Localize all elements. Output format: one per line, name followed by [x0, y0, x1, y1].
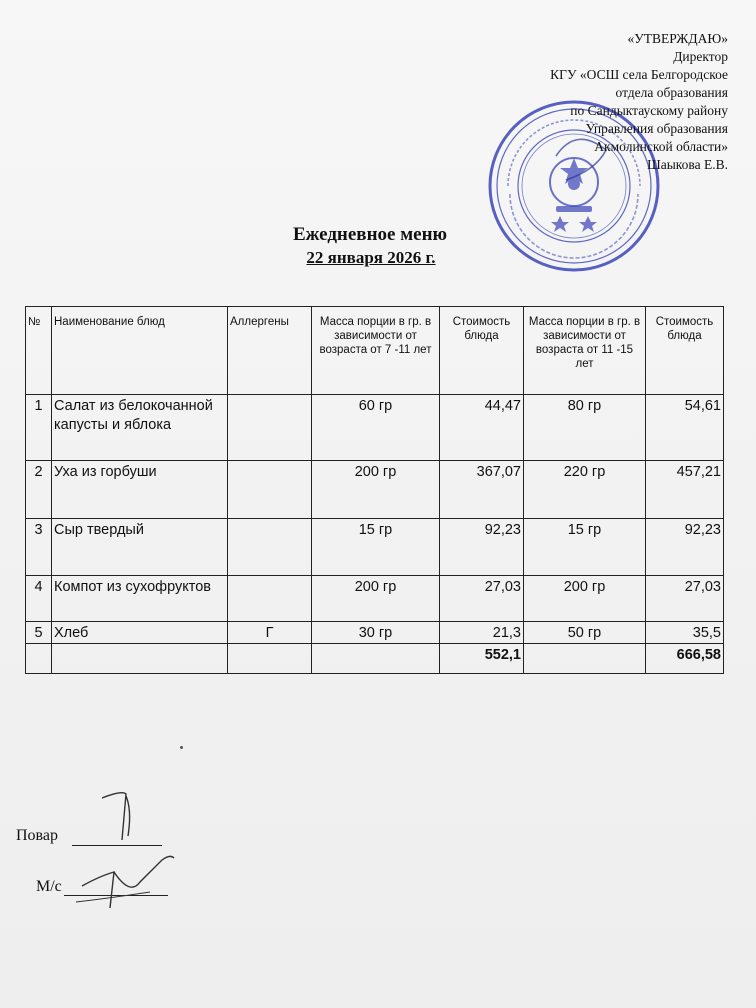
row-no: 1 — [26, 395, 52, 461]
cost-7-11: 92,23 — [440, 519, 524, 576]
approval-signer-name: Шаыкова Е.В. — [647, 157, 728, 172]
mass-7-11: 200 гр — [312, 576, 440, 622]
col-header-no: № — [26, 307, 52, 395]
cost-7-11: 367,07 — [440, 461, 524, 519]
approval-org-line-2: отдела образования — [615, 85, 728, 100]
approval-block — [550, 30, 728, 174]
totals-empty-cell — [52, 644, 228, 674]
mass-7-11: 200 гр — [312, 461, 440, 519]
totals-empty-cell — [524, 644, 646, 674]
col-header-mass-7-11: Масса порции в гр. в зависимости от возраста от 7 -11 лет — [312, 307, 440, 395]
approval-org-line-3: по Сандыктаускому району — [570, 103, 728, 118]
approval-org-line-5: Акмолинской области» — [594, 139, 728, 154]
nurse-signature-label: М/с — [36, 878, 62, 895]
mass-11-15: 80 гр — [524, 395, 646, 461]
table-header-row — [26, 307, 724, 395]
dish-allergens — [228, 519, 312, 576]
nurse-handwritten-signature — [70, 846, 200, 916]
dish-name: Салат из белокочанной капусты и яблока — [52, 395, 228, 461]
menu-date: 22 января 2026 г. — [306, 248, 436, 267]
cost-7-11: 27,03 — [440, 576, 524, 622]
cook-signature-label: Повар — [16, 827, 58, 844]
totals-empty-cell — [26, 644, 52, 674]
cost-11-15: 35,5 — [646, 622, 724, 644]
cost-7-11: 44,47 — [440, 395, 524, 461]
dish-name: Уха из горбуши — [52, 461, 228, 519]
totals-empty-cell — [312, 644, 440, 674]
approval-heading: «УТВЕРЖДАЮ» — [627, 31, 728, 46]
mass-11-15: 220 гр — [524, 461, 646, 519]
approval-org-line-1: КГУ «ОСШ села Белгородское — [550, 67, 728, 82]
mass-7-11: 30 гр — [312, 622, 440, 644]
row-no: 4 — [26, 576, 52, 622]
dish-allergens — [228, 395, 312, 461]
col-header-cost-7-11: Стоимость блюда — [440, 307, 524, 395]
menu-title — [0, 224, 756, 268]
cost-11-15: 92,23 — [646, 519, 724, 576]
col-header-allergens: Аллергены — [228, 307, 312, 395]
mass-11-15: 50 гр — [524, 622, 646, 644]
table-row — [26, 461, 724, 519]
cost-11-15: 457,21 — [646, 461, 724, 519]
row-no: 5 — [26, 622, 52, 644]
col-header-mass-11-15: Масса порции в гр. в зависимости от возраста от 11 -15 лет — [524, 307, 646, 395]
col-header-name: Наименование блюд — [52, 307, 228, 395]
totals-empty-cell — [228, 644, 312, 674]
mass-11-15: 15 гр — [524, 519, 646, 576]
dish-allergens — [228, 576, 312, 622]
cook-handwritten-signature — [92, 790, 152, 850]
row-no: 3 — [26, 519, 52, 576]
mass-11-15: 200 гр — [524, 576, 646, 622]
page-title: Ежедневное меню — [292, 224, 448, 245]
col-header-cost-11-15: Стоимость блюда — [646, 307, 724, 395]
dish-name: Хлеб — [52, 622, 228, 644]
dish-allergens — [228, 461, 312, 519]
cost-11-15: 54,61 — [646, 395, 724, 461]
mass-7-11: 15 гр — [312, 519, 440, 576]
cost-11-15: 27,03 — [646, 576, 724, 622]
approval-org-line-4: Управления образования — [585, 121, 728, 136]
table-row — [26, 576, 724, 622]
table-row — [26, 395, 724, 461]
cost-7-11: 21,3 — [440, 622, 524, 644]
totals-row — [26, 644, 724, 674]
dish-name: Компот из сухофруктов — [52, 576, 228, 622]
ink-dot — [180, 746, 183, 749]
table-row — [26, 519, 724, 576]
mass-7-11: 60 гр — [312, 395, 440, 461]
table-row — [26, 622, 724, 644]
menu-table — [25, 306, 724, 674]
dish-allergens: Г — [228, 622, 312, 644]
total-cost-11-15: 666,58 — [646, 644, 724, 674]
row-no: 2 — [26, 461, 52, 519]
total-cost-7-11: 552,1 — [440, 644, 524, 674]
dish-name: Сыр твердый — [52, 519, 228, 576]
approval-position: Директор — [673, 49, 728, 64]
